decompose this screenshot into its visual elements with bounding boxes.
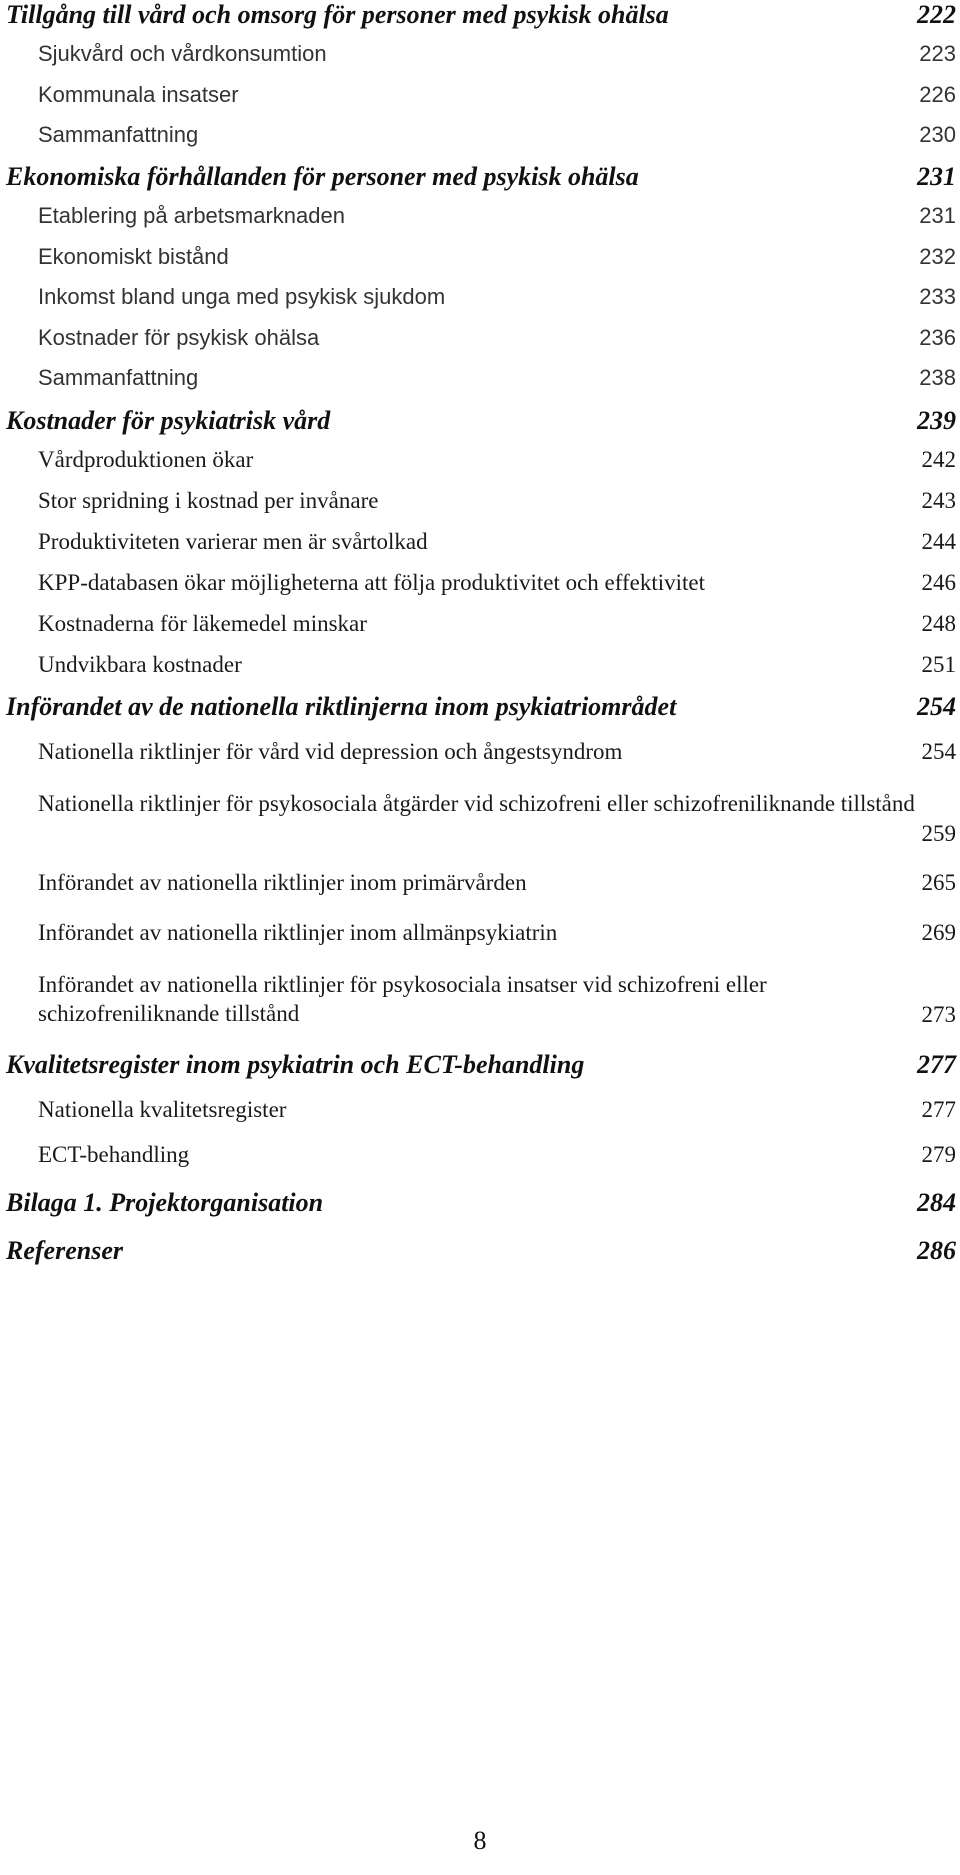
- toc-page: 269: [921, 920, 956, 945]
- toc-title: Nationella kvalitetsregister: [38, 1097, 287, 1122]
- toc-page: 226: [919, 82, 956, 107]
- toc-page: 242: [921, 447, 956, 472]
- toc-title: Etablering på arbetsmarknaden: [38, 203, 345, 228]
- toc-page: 246: [921, 570, 956, 595]
- toc-entry-wrapped: [0, 789, 960, 847]
- toc-title: Införandet av nationella riktlinjer inom primärvården: [38, 870, 527, 895]
- toc-page: 233: [919, 284, 956, 309]
- toc-title: Ekonomiskt bistånd: [38, 244, 229, 269]
- toc-page: 231: [919, 203, 956, 228]
- toc-page: 254: [921, 739, 956, 764]
- toc-title: Införandet av nationella riktlinjer för psykosociala insatser vid schizofreni eller schizofreniliknande tillstånd: [38, 972, 767, 1026]
- toc-title: Nationella riktlinjer för psykosociala åtgärder vid schizofreni eller schizofreniliknande tillstånd: [38, 791, 915, 816]
- toc-entry: [0, 570, 960, 598]
- toc-page: 222: [917, 0, 956, 29]
- toc-heading: [0, 0, 960, 30]
- toc-page: 230: [919, 122, 956, 147]
- toc-entry: [0, 41, 960, 69]
- toc-heading: [0, 1188, 960, 1218]
- toc-title: Ekonomiska förhållanden för personer med psykisk ohälsa: [6, 162, 639, 191]
- toc-heading: [0, 406, 960, 436]
- toc-title: Sammanfattning: [38, 365, 199, 390]
- toc-page: 277: [921, 1097, 956, 1122]
- toc-title: Produktiviteten varierar men är svårtolkad: [38, 529, 428, 554]
- toc-entry: [0, 365, 960, 393]
- toc-entry: [0, 488, 960, 516]
- toc-title: Kostnader för psykiatrisk vård: [6, 406, 331, 435]
- toc-title: Införandet av nationella riktlinjer inom allmänpsykiatrin: [38, 920, 558, 945]
- toc-entry: [0, 611, 960, 639]
- toc-page: 243: [921, 488, 956, 513]
- toc-title: Inkomst bland unga med psykisk sjukdom: [38, 284, 446, 309]
- toc-title: Kommunala insatser: [38, 82, 239, 107]
- toc-title: Nationella riktlinjer för vård vid depression och ångestsyndrom: [38, 739, 623, 764]
- toc-page: 254: [917, 692, 956, 721]
- toc-page: 284: [917, 1188, 956, 1217]
- toc-title: Kvalitetsregister inom psykiatrin och ECT-behandling: [6, 1050, 585, 1079]
- toc-title: Tillgång till vård och omsorg för personer med psykisk ohälsa: [6, 0, 669, 29]
- toc-entry: [0, 529, 960, 557]
- toc-page: 265: [921, 870, 956, 895]
- toc-page: 238: [919, 365, 956, 390]
- toc-title: Kostnaderna för läkemedel minskar: [38, 611, 367, 636]
- toc-page: 223: [919, 41, 956, 66]
- toc-heading: [0, 1050, 960, 1080]
- toc-entry-wrapped: [0, 970, 960, 1028]
- toc-title: KPP-databasen ökar möjligheterna att följa produktivitet och effektivitet: [38, 570, 706, 595]
- toc-page: 248: [921, 611, 956, 636]
- toc-entry: [0, 244, 960, 272]
- toc-heading: [0, 1236, 960, 1266]
- toc-page: 279: [921, 1142, 956, 1167]
- toc-heading: [0, 162, 960, 192]
- toc-page: 232: [919, 244, 956, 269]
- toc-page: 231: [917, 162, 956, 191]
- toc-entry: [0, 1097, 960, 1125]
- toc-page: 239: [917, 406, 956, 435]
- toc-entry: [0, 1142, 960, 1170]
- toc-title: Kostnader för psykisk ohälsa: [38, 325, 320, 350]
- toc-page: 273: [921, 1002, 956, 1027]
- toc-page: 236: [919, 325, 956, 350]
- toc-page: 277: [917, 1050, 956, 1079]
- toc-entry: [0, 739, 960, 767]
- toc-entry: [0, 652, 960, 680]
- toc-entry: [0, 870, 960, 898]
- toc-entry: [0, 325, 960, 353]
- toc-entry: [0, 447, 960, 475]
- toc-title: Sammanfattning: [38, 122, 199, 147]
- toc-entry: [0, 203, 960, 231]
- page-number: 8: [473, 1826, 487, 1855]
- toc-page: 244: [921, 529, 956, 554]
- toc-page: 286: [917, 1236, 956, 1265]
- toc-title: Vårdproduktionen ökar: [38, 447, 254, 472]
- toc-title: ECT-behandling: [38, 1142, 190, 1167]
- toc-page: 251: [921, 652, 956, 677]
- toc-title: Införandet av de nationella riktlinjerna inom psykiatriområdet: [6, 692, 677, 721]
- toc-title: Sjukvård och vårdkonsumtion: [38, 41, 327, 66]
- toc-title: Undvikbara kostnader: [38, 652, 242, 677]
- toc-heading: [0, 692, 960, 722]
- toc-page: 259: [921, 821, 956, 846]
- toc-entry: [0, 284, 960, 312]
- toc-entry: [0, 122, 960, 150]
- toc-entry: [0, 82, 960, 110]
- toc-title: Bilaga 1. Projektorganisation: [6, 1188, 324, 1217]
- toc-entry: [0, 920, 960, 948]
- toc-title: Stor spridning i kostnad per invånare: [38, 488, 379, 513]
- toc-title: Referenser: [6, 1236, 123, 1265]
